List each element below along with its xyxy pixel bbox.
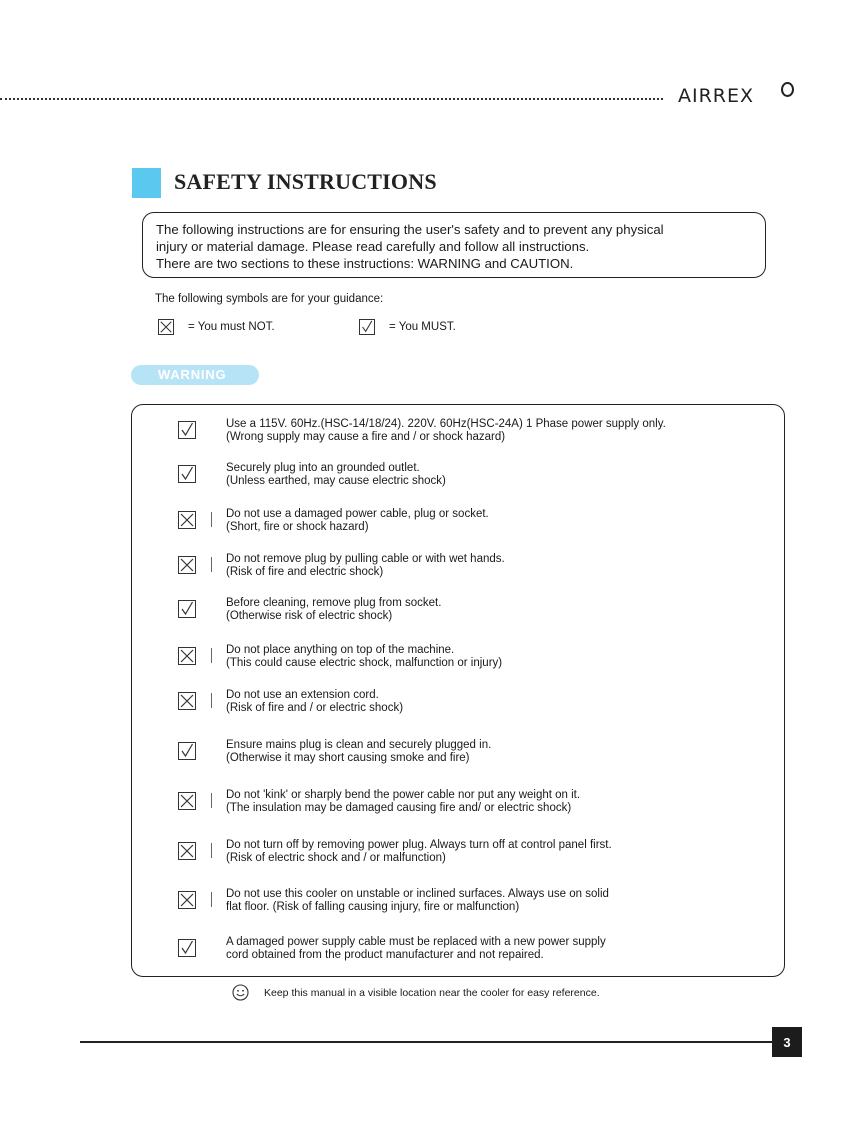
symbol-separator — [211, 557, 212, 572]
warning-item-note: (Wrong supply may cause a fire and / or shock hazard) — [226, 431, 506, 443]
must-symbol-icon — [178, 742, 196, 760]
must-not-symbol-icon — [178, 647, 196, 665]
smiley-icon — [232, 984, 249, 1001]
bottom-rule — [80, 1041, 772, 1043]
warning-item-text: Do not remove plug by pulling cable or with wet hands. — [226, 553, 505, 565]
must-not-symbol-icon — [178, 842, 196, 860]
must-not-symbol-icon — [178, 792, 196, 810]
warning-item-note: (The insulation may be damaged causing fire and/ or electric shock) — [226, 802, 572, 814]
warning-item — [178, 597, 768, 631]
warning-item — [178, 789, 768, 823]
must-not-symbol-icon — [178, 556, 196, 574]
must-not-symbol-icon — [178, 692, 196, 710]
warning-item-text: Use a 115V. 60Hz.(HSC-14/18/24). 220V. 60Hz(HSC-24A) 1 Phase power supply only. — [226, 418, 666, 430]
symbol-separator — [211, 512, 212, 527]
symbol-separator — [211, 693, 212, 708]
warning-item-text: Before cleaning, remove plug from socket. — [226, 597, 442, 609]
must-symbol-icon — [178, 939, 196, 957]
brand-logo: AIRREX — [678, 85, 755, 107]
symbol-separator — [211, 793, 212, 808]
must-symbol-icon — [178, 421, 196, 439]
warning-item-text: Do not turn off by removing power plug. Always turn off at control panel first. — [226, 839, 612, 851]
warning-item-note: (Risk of fire and / or electric shock) — [226, 702, 404, 714]
symbol-separator — [211, 843, 212, 858]
page-title: SAFETY INSTRUCTIONS — [174, 169, 437, 194]
warning-item — [178, 689, 768, 723]
warning-section-label: WARNING — [158, 367, 227, 382]
warning-item — [178, 644, 768, 678]
title-accent-square — [132, 168, 161, 198]
must-not-symbol-icon — [178, 891, 196, 909]
intro-line-3: There are two sections to these instructions: WARNING and CAUTION. — [156, 256, 574, 271]
warning-item-note: (Unless earthed, may cause electric shock) — [226, 475, 446, 487]
guidance-text: The following symbols are for your guidance: — [155, 293, 384, 305]
warning-item-note: (Otherwise risk of electric shock) — [226, 610, 393, 622]
must-not-symbol-icon — [158, 319, 174, 335]
warning-item-text: Ensure mains plug is clean and securely plugged in. — [226, 739, 492, 751]
page-number: 3 — [772, 1027, 802, 1057]
footer-note: Keep this manual in a visible location near the cooler for easy reference. — [264, 987, 600, 999]
warning-item-note: (Risk of fire and electric shock) — [226, 566, 384, 578]
symbol-separator — [211, 648, 212, 663]
warning-item — [178, 888, 768, 922]
must-symbol-icon — [178, 465, 196, 483]
warning-item-text: Do not use a damaged power cable, plug or socket. — [226, 508, 489, 520]
warning-item-text: A damaged power supply cable must be replaced with a new power supply — [226, 936, 606, 948]
warning-item — [178, 508, 768, 542]
warning-item-note: (Otherwise it may short causing smoke and fire) — [226, 752, 470, 764]
warning-item — [178, 553, 768, 587]
warning-item — [178, 418, 768, 452]
must-not-label: = You must NOT. — [188, 321, 275, 333]
warning-item-text: Do not 'kink' or sharply bend the power cable nor put any weight on it. — [226, 789, 581, 801]
warning-item — [178, 739, 768, 773]
must-not-symbol-icon — [178, 511, 196, 529]
must-symbol-icon — [359, 319, 375, 335]
header-dotted-rule — [0, 98, 663, 100]
warning-item — [178, 839, 768, 873]
must-label: = You MUST. — [389, 321, 456, 333]
warning-item-text: Securely plug into an grounded outlet. — [226, 462, 420, 474]
warning-item — [178, 936, 768, 970]
symbol-separator — [211, 892, 212, 907]
intro-line-1: The following instructions are for ensuring the user's safety and to prevent any physical — [156, 222, 664, 237]
warning-item-note: (Short, fire or shock hazard) — [226, 521, 369, 533]
brand-logo-mark-icon — [781, 82, 794, 97]
warning-item-text: Do not use an extension cord. — [226, 689, 379, 701]
warning-item-note: cord obtained from the product manufacturer and not repaired. — [226, 949, 544, 961]
warning-item-text: Do not place anything on top of the machine. — [226, 644, 455, 656]
warning-item — [178, 462, 768, 496]
warning-item-note: (This could cause electric shock, malfunction or injury) — [226, 657, 503, 669]
warning-item-text: Do not use this cooler on unstable or inclined surfaces. Always use on solid — [226, 888, 609, 900]
warning-item-note: flat floor. (Risk of falling causing injury, fire or malfunction) — [226, 901, 520, 913]
must-symbol-icon — [178, 600, 196, 618]
intro-line-2: injury or material damage. Please read carefully and follow all instructions. — [156, 239, 590, 254]
warning-item-note: (Risk of electric shock and / or malfunction) — [226, 852, 446, 864]
